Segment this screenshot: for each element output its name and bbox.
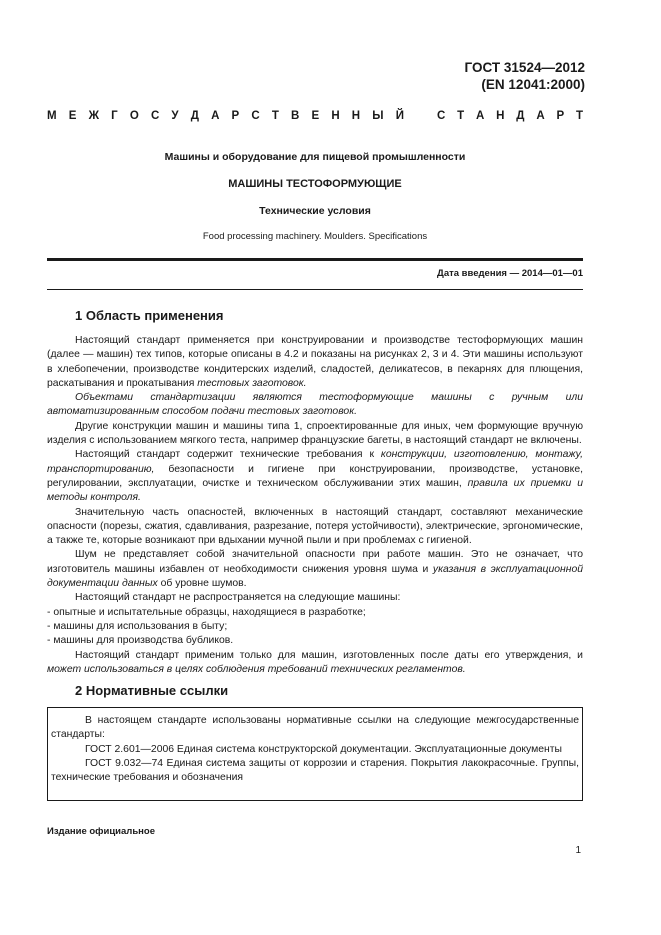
reference-item: ГОСТ 2.601—2006 Единая система конструкторской документации. Эксплуатационные документы: [85, 743, 563, 755]
standard-code-gost: ГОСТ 31524—2012: [464, 60, 585, 75]
list-item: - машины для использования в быту;: [47, 620, 228, 632]
banner-letter: Р: [231, 110, 240, 122]
title-divider-thick: [47, 258, 583, 261]
document-subtitle: Технические условия: [259, 205, 371, 217]
banner-letter: Д: [516, 110, 525, 122]
banner-letter: А: [476, 110, 485, 122]
banner-letter: Ы: [372, 110, 384, 122]
banner-letter: Т: [271, 110, 279, 122]
standard-code: [465, 59, 585, 93]
title-divider-thin: [47, 289, 583, 290]
list-item: - машины для производства бубликов.: [47, 635, 234, 647]
banner-letter: Е: [311, 110, 320, 122]
paragraph: Настоящий стандарт содержит технические требования к конструкции, изготовлению, монтажу, транспортированию, безопасности и гигиене при конструировании, производстве, установке, регулировании, эксплуатации, очистке и техническом обслуживании этих машин, правила их приемки и методы контроля.: [47, 449, 584, 504]
banner-word-standard: [437, 110, 583, 122]
official-edition-note: Издание официальное: [47, 826, 155, 837]
banner-letter: В: [291, 110, 300, 122]
section-1-body: [47, 334, 583, 677]
banner-letter: Н: [331, 110, 340, 122]
section-1-heading: 1 Область применения: [75, 308, 224, 323]
banner-letter: Р: [556, 110, 565, 122]
banner-letter: Н: [351, 110, 361, 122]
banner-letter: Ж: [88, 110, 99, 122]
banner-letter: Д: [190, 110, 199, 122]
introduction-date: Дата введения — 2014—01—01: [437, 268, 583, 279]
paragraph: Настоящий стандарт не распространяется на следующие машины:: [75, 592, 401, 604]
banner-letter: У: [171, 110, 179, 122]
paragraph: Другие конструкции машин и машины типа 1, спроектированные для иных, чем формующие вручную изделия с использованием мягкого теста, например французские багеты, в настоящий стандарт не включены.: [47, 420, 583, 447]
banner-letter: Й: [395, 110, 404, 122]
paragraph: Настоящий стандарт применим только для машин, изготовленных после даты его утверждения, и может использоваться в целях соблюдения требований технических регламентов.: [47, 649, 583, 675]
document-title: МАШИНЫ ТЕСТОФОРМУЮЩИЕ: [228, 178, 402, 190]
banner-word-interstate: [47, 110, 404, 122]
normative-references-box: [47, 707, 583, 801]
banner-letter: О: [129, 110, 139, 122]
paragraph: Значительную часть опасностей, включенных в настоящий стандарт, составляют механические опасности (порезы, сжатия, сдавливания, разрезание, потеря устойчивости), электрические, эргономические, а также те, которые возникают при вдыхании мучной пыли и при проблемах с гигиеной.: [47, 506, 583, 547]
paragraph: В настоящем стандарте использованы нормативные ссылки на следующие межгосударственные стандарты:: [51, 715, 579, 741]
section-2-heading: 2 Нормативные ссылки: [75, 683, 229, 698]
paragraph: Объектами стандартизации являются тестоформующие машины с ручным или автоматизированным способом подачи тестовых заготовок.: [47, 392, 583, 418]
banner-letter: Е: [68, 110, 77, 122]
banner-letter: А: [211, 110, 220, 122]
reference-item: ГОСТ 9.032—74 Единая система защиты от коррозии и старения. Покрытия лакокрасочные. Группы, технические требования и обозначения: [51, 757, 579, 784]
banner-letter: Т: [575, 110, 583, 122]
interstate-standard-banner: [47, 110, 583, 122]
banner-letter: С: [251, 110, 260, 122]
standard-code-en: (EN 12041:2000): [481, 77, 585, 92]
banner-letter: Н: [496, 110, 505, 122]
banner-letter: Г: [111, 110, 118, 122]
banner-letter: С: [437, 110, 446, 122]
page-number: 1: [575, 845, 581, 856]
banner-letter: Т: [457, 110, 465, 122]
banner-letter: А: [536, 110, 545, 122]
document-category: Машины и оборудование для пищевой промышленности: [164, 151, 466, 163]
paragraph: Шум не представляет собой значительной опасности при работе машин. Это не означает, что изготовитель машины избавлен от необходимости снижения уровня шума и указания в эксплуатационной документации данных об уровне шумов.: [47, 549, 584, 590]
list-item: - опытные и испытательные образцы, находящиеся в разработке;: [47, 606, 366, 618]
paragraph: Настоящий стандарт применяется при конструировании и производстве тестоформующих машин (далее — машин) тех типов, которые описаны в 4.2 и показаны на рисунках 2, 3 и 4. Эти машины используют в хлебопечении, производстве кондитерских изделий, сладостей, деликатесов, в пекарнях для плющения, раскатывания и прокатывания тестовых заготовок.: [47, 335, 583, 389]
banner-letter: М: [47, 110, 57, 122]
banner-letter: С: [150, 110, 160, 122]
document-english-title: Food processing machinery. Moulders. Specifications: [202, 231, 428, 242]
